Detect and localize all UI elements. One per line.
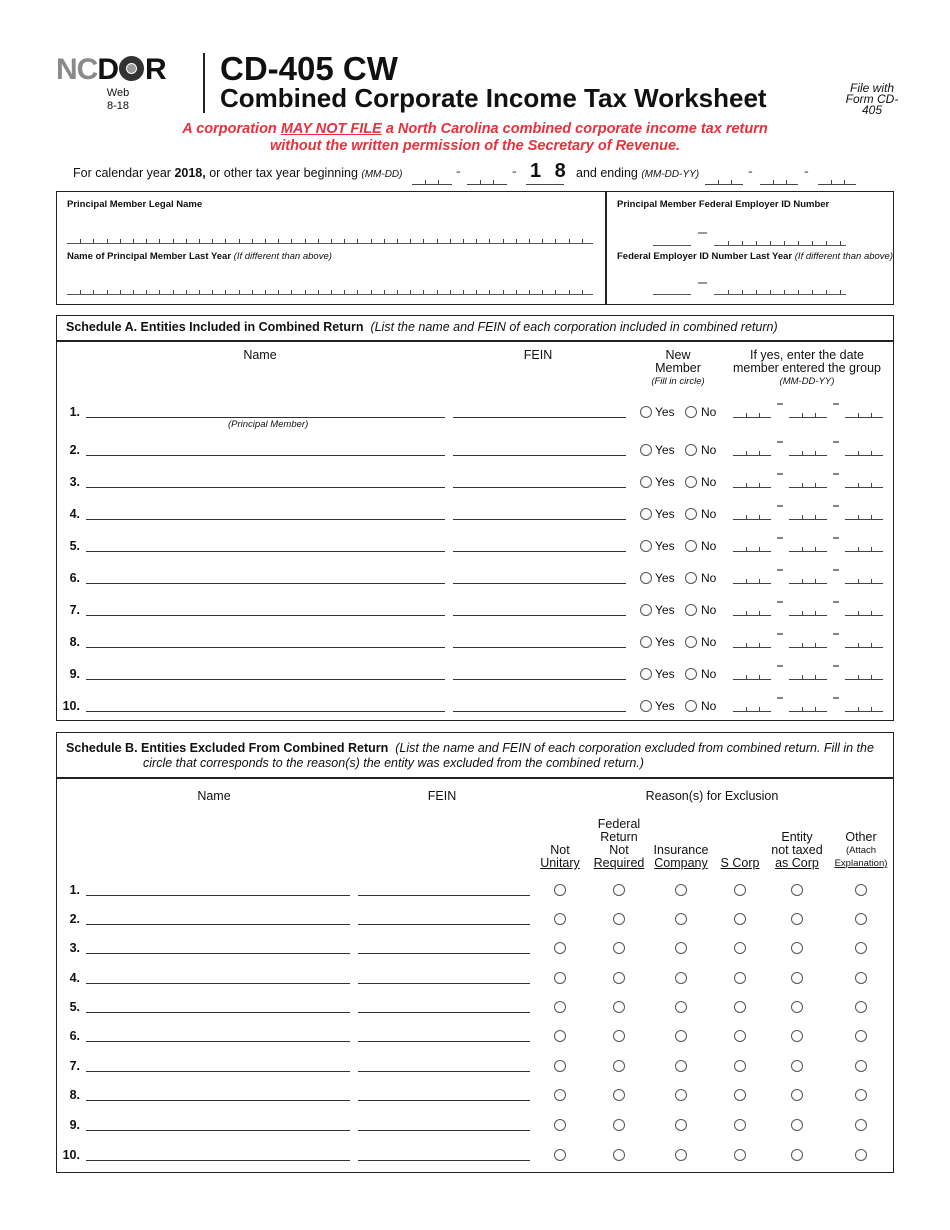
- schedule-b-reason-radio-5[interactable]: [855, 1149, 867, 1161]
- schedule-b-reason-radio-1[interactable]: [613, 1149, 625, 1161]
- schedule-b-reason-radio-1[interactable]: [613, 913, 625, 925]
- last-year-fein-prefix-field[interactable]: [653, 285, 691, 295]
- schedule-a-fein-field[interactable]: [453, 519, 626, 520]
- schedule-b-reason-radio-2[interactable]: [675, 972, 687, 984]
- tax-year-line: For calendar year 2018, or other tax year beginning (MM-DD): [73, 166, 403, 180]
- schedule-b-reason-radio-4[interactable]: [791, 1030, 803, 1042]
- schedule-b-name-field[interactable]: [86, 924, 350, 925]
- schedule-a-date-field[interactable]: [789, 668, 827, 680]
- schedule-a-fein-field[interactable]: [453, 615, 626, 616]
- schedule-b-row-number: 4.: [69, 971, 80, 985]
- reason-header-0: Not Unitary: [540, 843, 580, 870]
- schedule-b-reason-radio-1[interactable]: [613, 1060, 625, 1072]
- schedule-b-reason-radio-1[interactable]: [613, 1119, 625, 1131]
- schedule-b-reason-radio-1[interactable]: [613, 884, 625, 896]
- schedule-a-no-radio[interactable]: [685, 572, 697, 584]
- schedule-a-row-number: 9.: [69, 667, 80, 681]
- schedule-b-reason-radio-2[interactable]: [675, 1060, 687, 1072]
- schedule-a-date-field[interactable]: [733, 572, 771, 584]
- schedule-a-no-radio[interactable]: [685, 508, 697, 520]
- schedule-a-no-radio[interactable]: [685, 700, 697, 712]
- schedule-a-fein-field[interactable]: [453, 487, 626, 488]
- schedule-b-reason-radio-4[interactable]: [791, 913, 803, 925]
- schedule-b-fein-field[interactable]: [358, 1100, 530, 1101]
- end-year-field[interactable]: [818, 173, 856, 185]
- schedule-a-name-field[interactable]: [86, 487, 445, 488]
- schedule-b-reason-radio-0[interactable]: [554, 942, 566, 954]
- schedule-b-reason-radio-1[interactable]: [613, 1001, 625, 1013]
- schedule-b-row-number: 8.: [69, 1088, 80, 1102]
- schedule-b-reason-radio-2[interactable]: [675, 884, 687, 896]
- schedule-b-reason-radio-2[interactable]: [675, 1119, 687, 1131]
- schedule-a-date-field[interactable]: [789, 572, 827, 584]
- schedule-b-name-field[interactable]: [86, 983, 350, 984]
- reason-header-3: S Corp: [720, 856, 760, 870]
- schedule-b-reason-radio-0[interactable]: [554, 1001, 566, 1013]
- schedule-b-reason-radio-0[interactable]: [554, 1149, 566, 1161]
- schedule-b-reason-radio-3[interactable]: [734, 1001, 746, 1013]
- schedule-a-fein-field[interactable]: [453, 647, 626, 648]
- schedule-a-no-radio[interactable]: [685, 540, 697, 552]
- schedule-a-date-field[interactable]: [845, 406, 883, 418]
- schedule-b-reason-radio-0[interactable]: [554, 913, 566, 925]
- schedule-a-yes-label: Yes: [655, 539, 675, 553]
- schedule-a-date-field[interactable]: [845, 444, 883, 456]
- schedule-b-reason-radio-2[interactable]: [675, 913, 687, 925]
- schedule-a-title: Schedule A. Entities Included in Combined Return (List the name and FEIN of each corporation included in combined return): [66, 320, 778, 334]
- schedule-a-fein-field[interactable]: [453, 711, 626, 712]
- schedule-a-row-number: 6.: [69, 571, 80, 585]
- schedule-b-row-number: 10.: [62, 1148, 80, 1162]
- schedule-b-name-field[interactable]: [86, 1100, 350, 1101]
- schedule-a-date-field[interactable]: [733, 406, 771, 418]
- schedule-a-yes-label: Yes: [655, 475, 675, 489]
- schedule-b-reason-radio-3[interactable]: [734, 942, 746, 954]
- schedule-b-name-header: Name: [197, 789, 231, 803]
- schedule-a-date-field[interactable]: [845, 700, 883, 712]
- schedule-b-name-field[interactable]: [86, 1130, 350, 1131]
- schedule-a-no-label: No: [701, 571, 717, 585]
- schedule-a-no-radio[interactable]: [685, 476, 697, 488]
- schedule-b-fein-field[interactable]: [358, 924, 530, 925]
- schedule-b-reason-radio-5[interactable]: [855, 1089, 867, 1101]
- end-day-field[interactable]: [760, 173, 798, 185]
- reason-header-4: Entity not taxed as Corp: [771, 830, 823, 870]
- schedule-a-no-radio[interactable]: [685, 406, 697, 418]
- schedule-a-yes-radio[interactable]: [640, 540, 652, 552]
- schedule-b-reason-radio-1[interactable]: [613, 1030, 625, 1042]
- schedule-a-name-header: Name: [243, 348, 277, 362]
- begin-day-field[interactable]: [467, 173, 507, 185]
- schedule-a-yes-radio[interactable]: [640, 572, 652, 584]
- schedule-b-reason-radio-5[interactable]: [855, 1030, 867, 1042]
- schedule-a-yes-label: Yes: [655, 635, 675, 649]
- schedule-b-reason-radio-3[interactable]: [734, 884, 746, 896]
- schedule-a-date-field[interactable]: [733, 508, 771, 520]
- schedule-b-fein-field[interactable]: [358, 1160, 530, 1161]
- schedule-b-reasons-header: Reason(s) for Exclusion: [645, 789, 779, 803]
- principal-name-field[interactable]: [67, 234, 593, 244]
- schedule-a-row-number: 3.: [69, 475, 80, 489]
- schedule-b-fein-field[interactable]: [358, 895, 530, 896]
- schedule-b-name-field[interactable]: [86, 1041, 350, 1042]
- schedule-a-yes-radio[interactable]: [640, 444, 652, 456]
- schedule-b-reason-radio-3[interactable]: [734, 1060, 746, 1072]
- schedule-b-fein-field[interactable]: [358, 1012, 530, 1013]
- schedule-a-name-field[interactable]: [86, 551, 445, 552]
- warning-text: A corporation MAY NOT FILE a North Carolina combined corporate income tax return without the written permission of the Secretary of Revenue.: [182, 121, 768, 154]
- schedule-b-row-number: 3.: [69, 941, 80, 955]
- schedule-b-reason-radio-1[interactable]: [613, 1089, 625, 1101]
- schedule-b-reason-radio-3[interactable]: [734, 1119, 746, 1131]
- schedule-a-row-number: 8.: [69, 635, 80, 649]
- schedule-a-no-label: No: [701, 667, 717, 681]
- schedule-b-reason-radio-5[interactable]: [855, 884, 867, 896]
- schedule-b-row-number: 2.: [69, 912, 80, 926]
- schedule-b-fein-field[interactable]: [358, 1130, 530, 1131]
- schedule-a-date-field[interactable]: [845, 508, 883, 520]
- schedule-a-yes-radio[interactable]: [640, 406, 652, 418]
- schedule-b-row-number: 1.: [69, 883, 80, 897]
- schedule-a-no-label: No: [701, 635, 717, 649]
- schedule-a-no-radio[interactable]: [685, 444, 697, 456]
- schedule-b-reason-radio-0[interactable]: [554, 1030, 566, 1042]
- schedule-a-row-number: 10.: [62, 699, 80, 713]
- file-with-note: File with Form CD-405: [845, 81, 899, 117]
- schedule-b-reason-radio-3[interactable]: [734, 1149, 746, 1161]
- schedule-b-reason-radio-5[interactable]: [855, 972, 867, 984]
- schedule-a-date-field[interactable]: [845, 636, 883, 648]
- schedule-a-fein-field[interactable]: [453, 417, 626, 418]
- schedule-a-date-field[interactable]: [789, 444, 827, 456]
- web-version: Web 8-18: [106, 87, 130, 112]
- schedule-a-date-field[interactable]: [789, 508, 827, 520]
- form-number: CD-405 CW: [220, 50, 398, 87]
- schedule-a-name-field[interactable]: [86, 519, 445, 520]
- schedule-b-reason-radio-4[interactable]: [791, 1089, 803, 1101]
- schedule-a-fein-field[interactable]: [453, 679, 626, 680]
- schedule-b-reason-radio-3[interactable]: [734, 1089, 746, 1101]
- schedule-b-reason-radio-2[interactable]: [675, 1089, 687, 1101]
- schedule-b-reason-radio-0[interactable]: [554, 972, 566, 984]
- schedule-a-no-radio[interactable]: [685, 604, 697, 616]
- schedule-a-date-field[interactable]: [789, 406, 827, 418]
- schedule-a-fein-field[interactable]: [453, 583, 626, 584]
- schedule-b-reason-radio-4[interactable]: [791, 884, 803, 896]
- schedule-b-name-field[interactable]: [86, 953, 350, 954]
- schedule-b-row-number: 7.: [69, 1059, 80, 1073]
- schedule-a-row-number: 2.: [69, 443, 80, 457]
- schedule-a-name-field[interactable]: [86, 647, 445, 648]
- schedule-a-date-field[interactable]: [789, 604, 827, 616]
- schedule-b-reason-radio-4[interactable]: [791, 972, 803, 984]
- schedule-a-yes-label: Yes: [655, 667, 675, 681]
- schedule-a-yes-radio[interactable]: [640, 636, 652, 648]
- schedule-b-reason-radio-4[interactable]: [791, 1149, 803, 1161]
- schedule-a-yes-label: Yes: [655, 571, 675, 585]
- schedule-a-date-field[interactable]: [845, 540, 883, 552]
- schedule-b-reason-radio-3[interactable]: [734, 913, 746, 925]
- schedule-a-name-field[interactable]: [86, 417, 445, 418]
- schedule-a-date-field[interactable]: [845, 668, 883, 680]
- schedule-b-reason-radio-4[interactable]: [791, 1119, 803, 1131]
- schedule-b-reason-radio-3[interactable]: [734, 1030, 746, 1042]
- header-divider: [203, 53, 205, 113]
- schedule-b-reason-radio-5[interactable]: [855, 1119, 867, 1131]
- schedule-b-reason-radio-5[interactable]: [855, 1001, 867, 1013]
- schedule-a-fein-header: FEIN: [523, 348, 553, 362]
- schedule-a-no-label: No: [701, 475, 717, 489]
- schedule-b-fein-field[interactable]: [358, 1041, 530, 1042]
- schedule-a-yes-label: Yes: [655, 443, 675, 457]
- principal-fein-label: Principal Member Federal Employer ID Number: [617, 199, 830, 210]
- logo-o-icon: [119, 56, 144, 81]
- schedule-a-no-label: No: [701, 699, 717, 713]
- schedule-b-reason-radio-2[interactable]: [675, 1149, 687, 1161]
- schedule-b-reason-radio-0[interactable]: [554, 1060, 566, 1072]
- schedule-a-no-radio[interactable]: [685, 668, 697, 680]
- schedule-b-reason-radio-4[interactable]: [791, 1060, 803, 1072]
- schedule-a-row-number: 4.: [69, 507, 80, 521]
- schedule-b-fein-field[interactable]: [358, 1071, 530, 1072]
- schedule-a-new-member-header: New Member (Fill in circle): [651, 348, 705, 387]
- schedule-a-date-field[interactable]: [789, 476, 827, 488]
- schedule-a-fein-field[interactable]: [453, 455, 626, 456]
- schedule-b-fein-header: FEIN: [427, 789, 457, 803]
- schedule-b-fein-field[interactable]: [358, 983, 530, 984]
- schedule-a-date-field[interactable]: [789, 636, 827, 648]
- schedule-a-row-number: 1.: [69, 405, 80, 419]
- schedule-b-title: Schedule B. Entities Excluded From Combined Return (List the name and FEIN of each corporation excluded from combined return. Fill in the: [66, 741, 874, 755]
- schedule-a-yes-radio[interactable]: [640, 508, 652, 520]
- reason-header-1: Federal Return Not Required: [593, 817, 645, 870]
- schedule-b-reason-radio-5[interactable]: [855, 942, 867, 954]
- schedule-b-reason-radio-1[interactable]: [613, 942, 625, 954]
- schedule-b-reason-radio-2[interactable]: [675, 1030, 687, 1042]
- schedule-b-row-number: 6.: [69, 1029, 80, 1043]
- schedule-a-name-field[interactable]: [86, 679, 445, 680]
- last-year-name-label: Name of Principal Member Last Year (If different than above): [67, 251, 332, 262]
- schedule-b-reason-radio-3[interactable]: [734, 972, 746, 984]
- schedule-a-no-radio[interactable]: [685, 636, 697, 648]
- schedule-a-no-label: No: [701, 405, 717, 419]
- schedule-b-row-number: 9.: [69, 1118, 80, 1132]
- schedule-a-date-field[interactable]: [845, 476, 883, 488]
- schedule-b-reason-radio-1[interactable]: [613, 972, 625, 984]
- begin-year-value: 1 8: [530, 160, 570, 182]
- schedule-a-date-field[interactable]: [733, 540, 771, 552]
- schedule-a-date-header: If yes, enter the date member entered the group (MM-DD-YY): [732, 348, 881, 387]
- schedule-a-name-field[interactable]: [86, 615, 445, 616]
- schedule-b-reason-radio-0[interactable]: [554, 1089, 566, 1101]
- schedule-b-reason-radio-4[interactable]: [791, 942, 803, 954]
- schedule-a-yes-label: Yes: [655, 699, 675, 713]
- schedule-b-reason-radio-5[interactable]: [855, 913, 867, 925]
- schedule-a-yes-radio[interactable]: [640, 476, 652, 488]
- schedule-b-name-field[interactable]: [86, 1071, 350, 1072]
- schedule-a-date-field[interactable]: [845, 604, 883, 616]
- schedule-a-yes-radio[interactable]: [640, 668, 652, 680]
- schedule-a-date-field[interactable]: [733, 668, 771, 680]
- schedule-b-reason-radio-4[interactable]: [791, 1001, 803, 1013]
- last-year-name-field[interactable]: [67, 285, 593, 295]
- principal-fein-suffix-field[interactable]: [714, 236, 846, 246]
- begin-month-field[interactable]: [412, 173, 452, 185]
- schedule-a-date-field[interactable]: [733, 604, 771, 616]
- schedule-b-name-field[interactable]: [86, 895, 350, 896]
- principal-member-note: (Principal Member): [228, 419, 309, 430]
- schedule-a-fein-field[interactable]: [453, 551, 626, 552]
- schedule-a-name-field[interactable]: [86, 455, 445, 456]
- schedule-a-date-field[interactable]: [845, 572, 883, 584]
- schedule-a-date-field[interactable]: [733, 476, 771, 488]
- ncdor-logo: NCD R: [56, 53, 166, 86]
- schedule-a-yes-label: Yes: [655, 405, 675, 419]
- schedule-a-no-label: No: [701, 443, 717, 457]
- reason-header-5: Other (Attach Explanation): [834, 830, 888, 869]
- schedule-b-fein-field[interactable]: [358, 953, 530, 954]
- schedule-a-name-field[interactable]: [86, 711, 445, 712]
- schedule-b-reason-radio-0[interactable]: [554, 884, 566, 896]
- last-year-fein-label: Federal Employer ID Number Last Year (If different than above): [617, 251, 893, 262]
- schedule-a-yes-label: Yes: [655, 603, 675, 617]
- schedule-b-reason-radio-5[interactable]: [855, 1060, 867, 1072]
- schedule-a-date-field[interactable]: [733, 444, 771, 456]
- schedule-a-no-label: No: [701, 603, 717, 617]
- schedule-b-reason-radio-0[interactable]: [554, 1119, 566, 1131]
- reason-header-2: Insurance Company: [653, 843, 709, 870]
- schedule-b-reason-radio-2[interactable]: [675, 942, 687, 954]
- schedule-b-row-number: 5.: [69, 1000, 80, 1014]
- schedule-a-date-field[interactable]: [789, 540, 827, 552]
- end-month-field[interactable]: [705, 173, 743, 185]
- schedule-b-reason-radio-2[interactable]: [675, 1001, 687, 1013]
- principal-name-label: Principal Member Legal Name: [67, 199, 203, 210]
- last-year-fein-suffix-field[interactable]: [714, 285, 846, 295]
- schedule-a-name-field[interactable]: [86, 583, 445, 584]
- schedule-a-row-number: 7.: [69, 603, 80, 617]
- schedule-a-row-number: 5.: [69, 539, 80, 553]
- form-title: Combined Corporate Income Tax Worksheet: [220, 83, 767, 113]
- schedule-a-yes-radio[interactable]: [640, 700, 652, 712]
- principal-fein-prefix-field[interactable]: [653, 236, 691, 246]
- schedule-b-name-field[interactable]: [86, 1160, 350, 1161]
- schedule-b-name-field[interactable]: [86, 1012, 350, 1013]
- schedule-a-date-field[interactable]: [733, 636, 771, 648]
- schedule-b-note: circle that corresponds to the reason(s) the entity was excluded from the combined return.): [143, 756, 644, 770]
- schedule-a-yes-radio[interactable]: [640, 604, 652, 616]
- schedule-a-no-label: No: [701, 507, 717, 521]
- schedule-a-no-label: No: [701, 539, 717, 553]
- ending-label: and ending (MM-DD-YY): [576, 166, 700, 180]
- schedule-a-date-field[interactable]: [789, 700, 827, 712]
- schedule-a-yes-label: Yes: [655, 507, 675, 521]
- schedule-a-date-field[interactable]: [733, 700, 771, 712]
